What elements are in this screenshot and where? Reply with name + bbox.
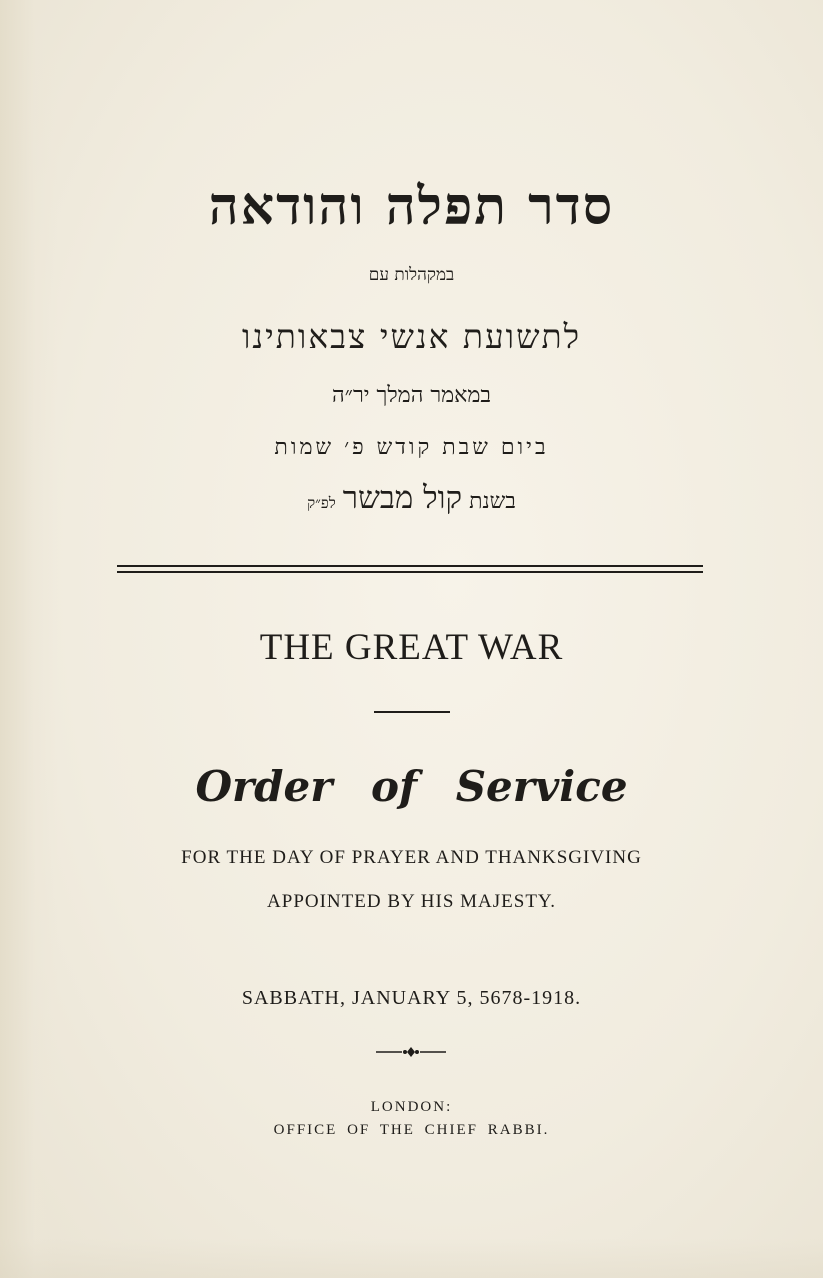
- purpose-line-1: FOR THE DAY OF PRAYER AND THANKSGIVING: [181, 847, 642, 868]
- hebrew-lead-line: לתשועת אנשי צבאותינו: [241, 317, 582, 356]
- hebrew-subtitle: במקהלות עם: [368, 265, 455, 285]
- short-rule-divider: [374, 711, 450, 713]
- ornament-divider-icon: [376, 1045, 446, 1059]
- service-title: Order of Service: [195, 762, 628, 811]
- hebrew-line-royal-order: במאמר המלך יר״ה: [331, 383, 492, 408]
- place-line: LONDON:: [370, 1099, 453, 1115]
- double-rule-divider: [117, 565, 703, 573]
- hebrew-year-prefix: בשנת: [469, 489, 516, 514]
- hebrew-title: סדר תפלה והודאה: [208, 176, 615, 237]
- hebrew-line-sabbath: ביום שבת קודש פ׳ שמות: [274, 435, 549, 460]
- hebrew-line-year: [0, 478, 823, 523]
- english-heading: THE GREAT WAR: [259, 627, 564, 668]
- hebrew-year-words: קול מבשר: [342, 480, 463, 516]
- page-bottom-shade: [0, 1238, 823, 1278]
- purpose-line-2: APPOINTED BY HIS MAJESTY.: [267, 891, 556, 912]
- hebrew-year-suffix: לפ״ק: [307, 494, 336, 512]
- date-line: SABBATH, JANUARY 5, 5678-1918.: [241, 987, 582, 1009]
- publisher-line: OFFICE OF THE CHIEF RABBI.: [273, 1122, 550, 1138]
